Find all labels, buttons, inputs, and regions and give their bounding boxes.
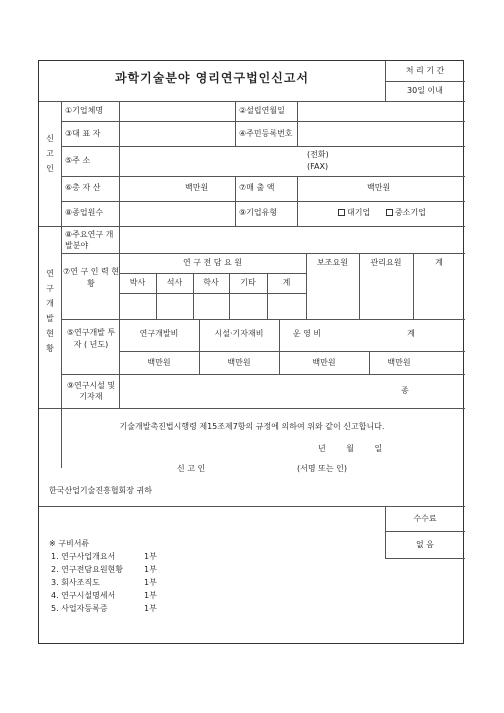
research-field-label: ⑧주요연구 개발분야 <box>65 230 114 250</box>
assistants-header: 보조요원 <box>317 258 348 267</box>
address-label: ⑤주 소 <box>65 156 91 165</box>
large-company-label: 대기업 <box>347 208 371 217</box>
attachment-count: 1부 <box>144 552 157 561</box>
established-date-label: ②설립연월일 <box>239 106 285 115</box>
phd-header: 박사 <box>129 278 146 287</box>
research-field-input[interactable] <box>119 226 465 253</box>
reporter-signature-label: 신 고 인 <box>177 464 206 473</box>
bachelors-header: 학사 <box>203 278 219 287</box>
resident-number-label: ④주민등록번호 <box>239 129 293 138</box>
rnd-cost-unit: 백만원 <box>147 358 171 367</box>
fee-label: 수수료 <box>413 514 437 523</box>
investment-total-unit: 백만원 <box>387 358 411 367</box>
established-date-field[interactable] <box>297 101 465 121</box>
rnd-cost-header: 연구개발비 <box>139 329 179 338</box>
sales-unit: 백만원 <box>367 183 391 192</box>
facilities-unit: 종 <box>401 386 409 395</box>
addressee: 한국산업기술진흥협회장 귀하 <box>49 486 153 495</box>
company-type-label: ⑨기업유형 <box>239 208 278 217</box>
research-side-label: 연구개발현황 <box>46 269 54 353</box>
attachments-title: ※ 구비서류 <box>49 539 90 548</box>
total-assets-label: ⑥총 자 산 <box>65 183 101 192</box>
resident-number-field[interactable] <box>297 121 465 146</box>
other-header: 기타 <box>240 278 256 287</box>
managers-header: 관리요원 <box>370 258 402 267</box>
large-company-checkbox[interactable] <box>338 209 345 216</box>
employees-field[interactable] <box>119 201 235 226</box>
attachment-count: 1부 <box>144 604 157 613</box>
masters-header: 석사 <box>166 278 183 287</box>
processing-period-value: 30일 이내 <box>407 86 443 95</box>
processing-period-label: 처 리 기 간 <box>405 66 445 75</box>
sales-label: ⑦매 출 액 <box>239 183 275 192</box>
sme-label: 중소기업 <box>395 208 426 217</box>
personnel-total-header: 계 <box>435 258 443 267</box>
reporter-side-label: 신고인 <box>46 134 54 173</box>
attachment-item: 2. 연구전담요원현황 <box>51 565 123 574</box>
declaration-date: 년 월 일 <box>318 444 383 453</box>
sme-checkbox[interactable] <box>386 209 393 216</box>
signature-placeholder: (서명 또는 인) <box>297 464 347 473</box>
attachment-item: 5. 사업자등록증 <box>51 604 108 613</box>
representative-field[interactable] <box>119 121 235 146</box>
address-field[interactable] <box>119 146 465 176</box>
facility-cost-unit: 백만원 <box>227 358 251 367</box>
facility-cost-header: 시설·기자재비 <box>214 329 264 338</box>
operating-cost-header: 운 영 비 <box>292 329 322 338</box>
company-name-field[interactable] <box>119 101 235 121</box>
attachment-count: 1부 <box>144 591 157 600</box>
total-assets-unit: 백만원 <box>185 183 209 192</box>
form-title: 과학기술분야 영리연구법인신고서 <box>114 71 310 85</box>
attachment-item: 1. 연구사업개요서 <box>51 552 116 561</box>
employees-label: ⑧종업원수 <box>65 208 104 217</box>
attachment-count: 1부 <box>144 578 157 587</box>
investment-label: ⑤연구개발 투 자 ( 년도) <box>66 328 116 349</box>
attachment-count: 1부 <box>144 565 157 574</box>
researchers-header: 연 구 전 담 요 원 <box>182 258 243 267</box>
facilities-label: ⑨연구시설 및 기자재 <box>66 381 116 401</box>
fee-value: 없 음 <box>416 540 434 549</box>
report-form <box>38 60 464 644</box>
facilities-field[interactable] <box>119 374 465 408</box>
company-name-label: ①기업체명 <box>65 106 104 115</box>
representative-label: ③대 표 자 <box>65 129 101 138</box>
declaration-statement: 기술개발촉진법시행령 제15조제7항의 규정에 의하여 위와 같이 신고합니다. <box>119 422 385 431</box>
attachment-item: 3. 회사조직도 <box>51 578 100 587</box>
total-assets-field[interactable] <box>119 176 235 201</box>
attachment-item: 4. 연구시설명세서 <box>51 591 116 600</box>
operating-cost-unit: 백만원 <box>312 358 336 367</box>
researchers-total-header: 계 <box>282 278 291 287</box>
personnel-label: ⑦연 구 인 력 현 황 <box>63 267 119 288</box>
fax-label: (FAX) <box>307 162 329 171</box>
investment-total-header: 계 <box>407 329 415 338</box>
phone-label: (전화) <box>307 150 329 159</box>
